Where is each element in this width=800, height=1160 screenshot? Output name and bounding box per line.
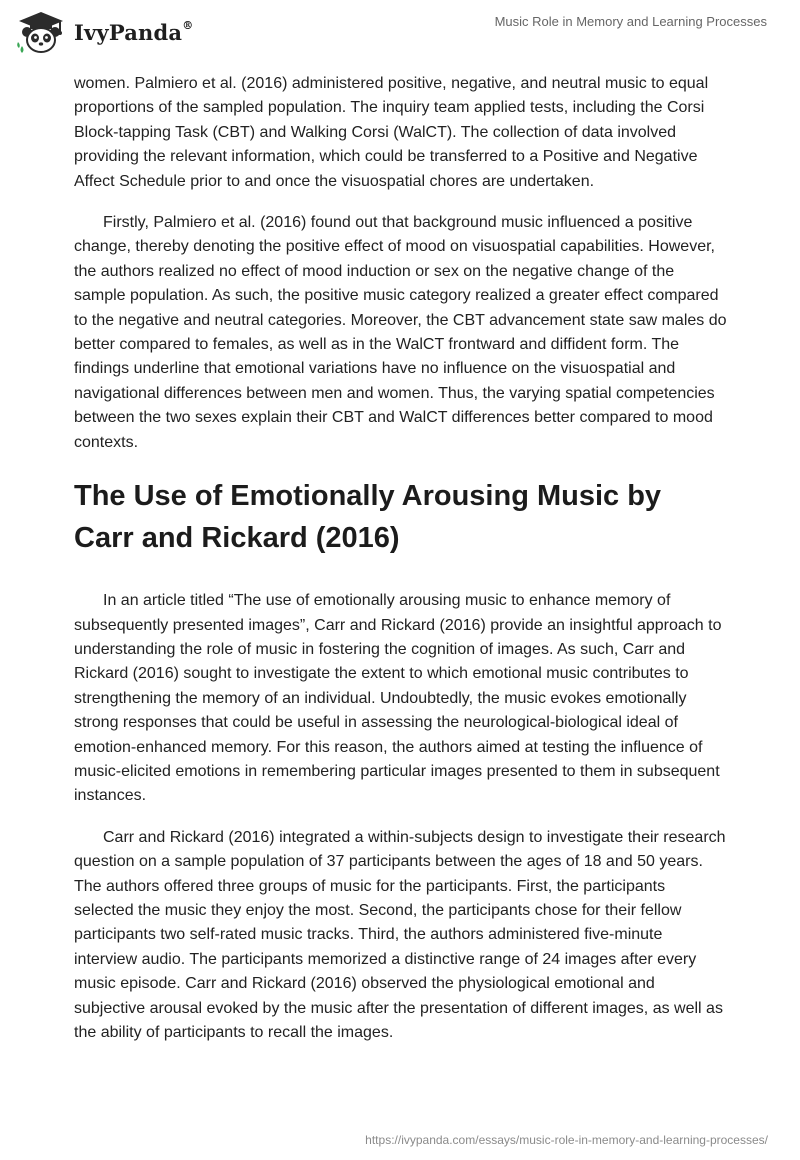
source-url[interactable]: https://ivypanda.com/essays/music-role-in-memory-and-learning-processes/ bbox=[365, 1133, 768, 1147]
paragraph-1: women. Palmiero et al. (2016) administered positive, negative, and neutral music to equal proportions of the sampled population. The inquiry team applied tests, including the Corsi Block-tapping Task (CBT) and Walking Corsi (WalCT). The collection of data involved providing the relevant information, which could be transferred to a Positive and Negative Affect Schedule prior to and once the visuospatial chores are undertaken. bbox=[74, 75, 709, 190]
essay-body bbox=[74, 72, 728, 1062]
brand-name bbox=[74, 20, 193, 45]
paragraph-4: Carr and Rickard (2016) integrated a within-subjects design to investigate their research question on a sample population of 37 participants between the ages of 18 and 50 years. The authors offered three groups of music for the participants. First, the participants selected the music they enjoy the most. Second, the participants chose for their fellow participants two self-rated music tracks. Third, the authors administered five-minute interview audio. The participants memorized a distinctive range of 24 images after every music episode. Carr and Rickard (2016) observed the physiological emotional and subjective arousal evoked by the music after the presentation of different images, as well as the ability of participants to recall the images. bbox=[74, 828, 726, 1041]
panda-graduate-icon bbox=[16, 10, 66, 54]
section-heading: The Use of Emotionally Arousing Music by Carr and Rickard (2016) bbox=[74, 480, 662, 555]
document-title: Music Role in Memory and Learning Processes bbox=[494, 14, 767, 29]
registered-mark: ® bbox=[182, 18, 194, 32]
brand-wordmark: IvyPanda bbox=[74, 19, 183, 45]
paragraph-3: In an article titled “The use of emotionally arousing music to enhance memory of subsequently presented images”, Carr and Rickard (2016) provide an insightful approach to understanding the role of music in fostering the cognition of images. As such, Carr and Rickard (2016) sought to investigate the extent to which emotional music contributes to strengthening the memory of an individual. Undoubtedly, the music evokes emotionally strong responses that could be useful in assessing the neurological-biological ideal of emotion-enhanced memory. For this reason, the authors aimed at testing the influence of music-elicited emotions in remembering particular images presented to them in subsequent instances. bbox=[74, 592, 722, 805]
ivypanda-logo[interactable] bbox=[16, 10, 193, 54]
page-header bbox=[0, 0, 800, 70]
paragraph-2: Firstly, Palmiero et al. (2016) found out that background music influenced a positive change, thereby denoting the positive effect of mood on visuospatial capabilities. However, the authors realized no effect of mood induction or sex on the negative change of the sample population. As such, the positive music category realized a greater effect compared to the negative and neutral categories. Moreover, the CBT advancement state saw males do better compared to females, as well as in the WalCT frontward and diffident form. The findings underline that emotional variations have no influence on the visuospatial and navigational differences between men and women. Thus, the varying spatial competencies between the two sexes explain their CBT and WalCT differences better compared to mood contexts. bbox=[74, 214, 727, 451]
